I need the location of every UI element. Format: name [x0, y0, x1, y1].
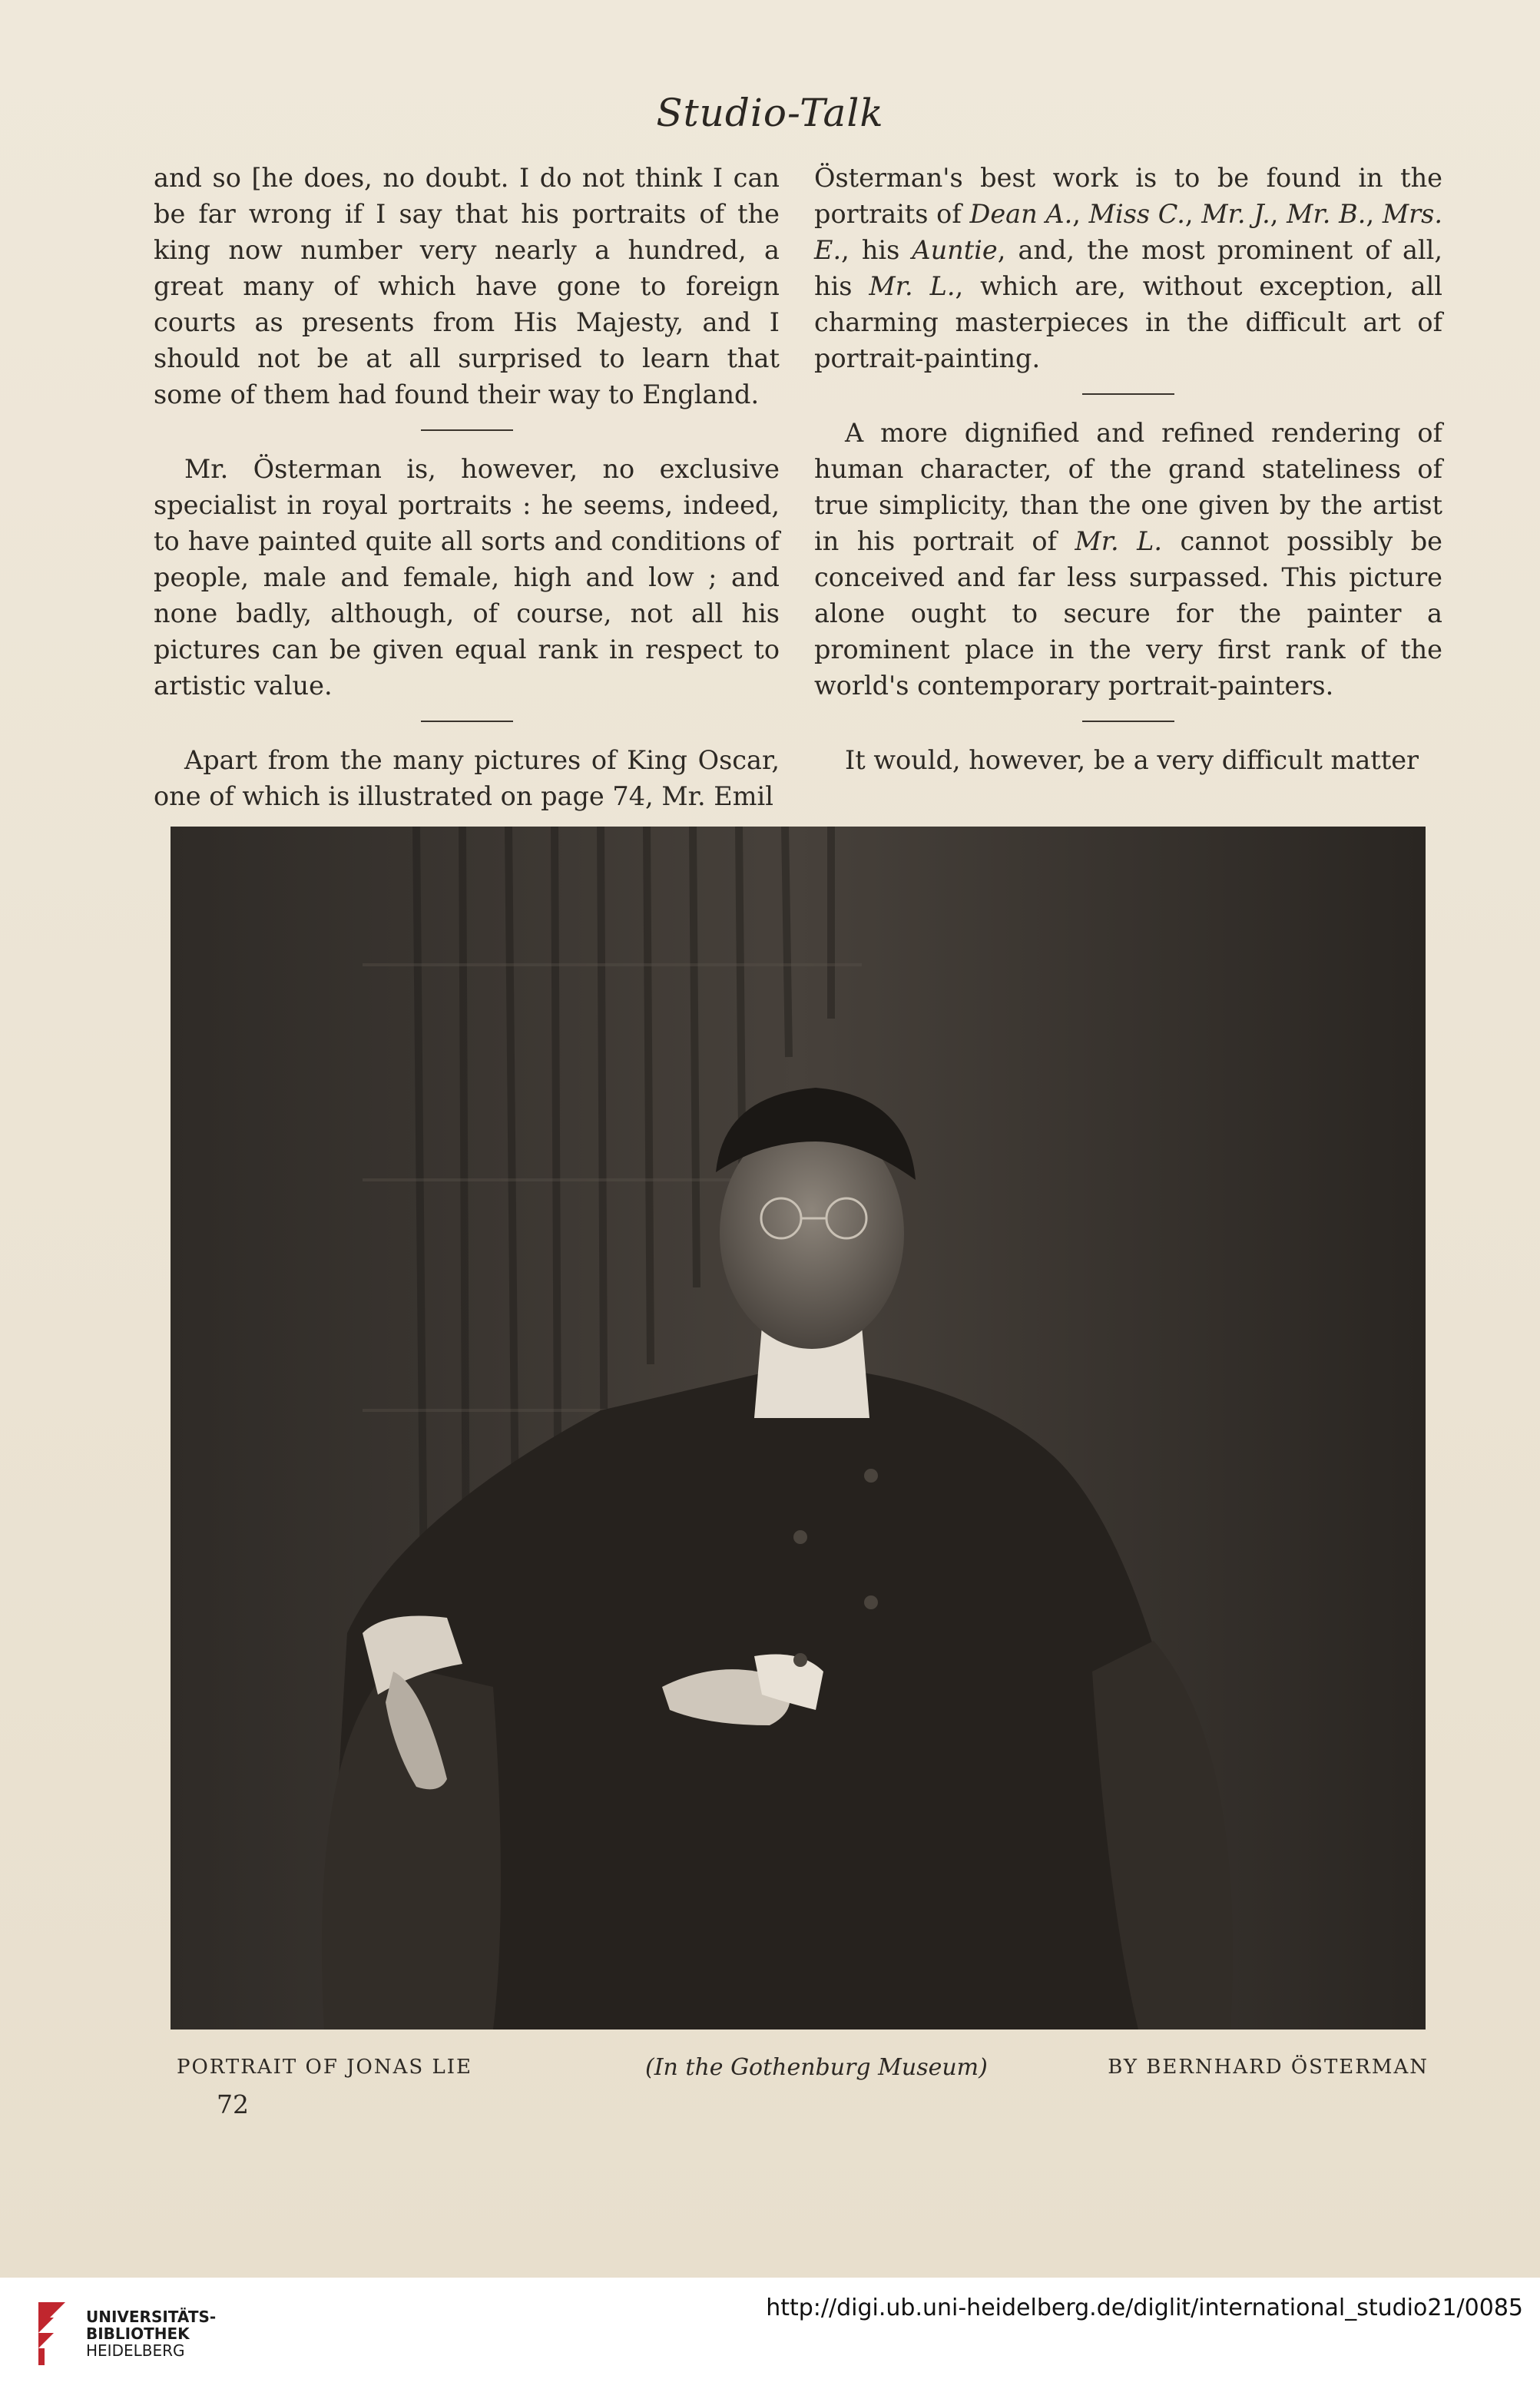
caption-artist: BY BERNHARD ÖSTERMAN — [1108, 2056, 1429, 2079]
running-head: Studio-Talk — [656, 91, 884, 135]
portrait-plate — [171, 827, 1426, 2029]
left-paragraph-1: and so [he does, no doubt. I do not think I can be far wrong if I say that his portraits of the king now number very nearly a hundred, a great many of which have gone to foreign courts as presents from His Majesty, and I should not be at all surprised to learn that some of them had found their way to England. — [154, 163, 780, 409]
right-paragraph-2: A more dignified and refined rendering of human character, of the grand stateliness of true simplicity, than the one given by the artist in his portrait of Mr. L. cannot possibly be conceived and far less surpassed. This picture alone ought to secure for the painter a prominent place in the very first rank of the world's contemporary portrait-painters. — [814, 418, 1443, 701]
digitization-footer — [0, 2278, 1540, 2389]
left-column — [154, 160, 780, 814]
section-divider — [1082, 721, 1174, 722]
section-divider — [421, 429, 513, 431]
permalink-url[interactable]: http://digi.ub.uni-heidelberg.de/diglit/international_studio21/0085 — [766, 2295, 1523, 2321]
library-name: UNIVERSITÄTS- BIBLIOTHEK HEIDELBERG — [86, 2308, 217, 2360]
page-number: 72 — [217, 2089, 249, 2119]
right-column — [814, 160, 1442, 778]
section-divider — [421, 721, 513, 722]
left-paragraph-3: Apart from the many pictures of King Oscar, one of which is illustrated on page 74, Mr. Emil — [154, 745, 780, 811]
right-paragraph-3: It would, however, be a very difficult matter — [845, 745, 1419, 775]
plate-caption — [177, 2056, 1429, 2086]
library-logo-icon — [31, 2295, 92, 2371]
caption-title: PORTRAIT OF JONAS LIE — [177, 2056, 472, 2079]
section-divider — [1082, 393, 1174, 395]
right-paragraph-1: Österman's best work is to be found in the portraits of Dean A., Miss C., Mr. J., Mr. B., Mrs. E., his Auntie, and, the most prominent of all, his Mr. L., which are, without exception, all charming masterpieces in the difficult art of portrait-painting. — [814, 163, 1443, 373]
caption-location: (In the Gothenburg Museum) — [645, 2054, 988, 2081]
left-paragraph-2: Mr. Österman is, however, no exclusive specialist in royal portraits : he seems, indeed, to have painted quite all sorts and conditions of people, male and female, high and low ; and none badly, although, of course, not all his pictures can be given equal rank in respect to artistic value. — [154, 454, 780, 701]
